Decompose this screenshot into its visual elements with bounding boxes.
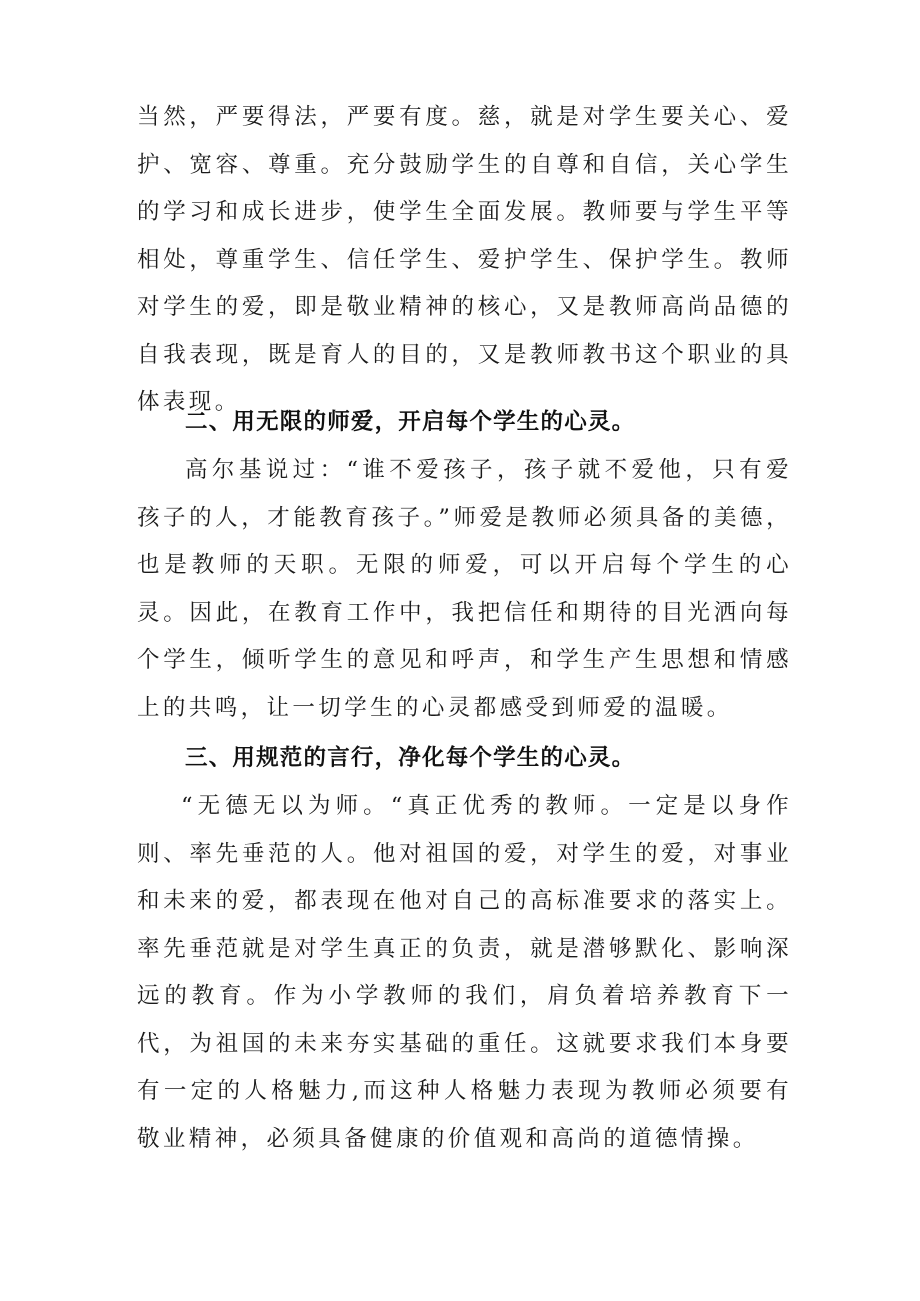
paragraph-role-model: “无德无以为师。“真正优秀的教师。一定是以身作则、率先垂范的人。他对祖国的爱，对学生的爱，对事业和未来的爱，都表现在他对自己的高标准要求的落实上。率先垂范就是对学生真正的负责，就是潜够默化、影响深远的教育。作为小学教师的我们，肩负着培养教育下一代，为祖国的未来夯实基础的重任。这就要求我们本身要有一定的人格魅力,而这种人格魅力表现为教师必须要有敬业精神，必须具备健康的价值观和高尚的道德情操。 (137, 793, 792, 1152)
paragraph-continuation: 当然，严要得法，严要有度。慈，就是对学生要关心、爱护、宽容、尊重。充分鼓励学生的自尊和自信，关心学生的学习和成长进步，使学生全面发展。教师要与学生平等相处，尊重学生、信任学生、爱护学生、保护学生。教师对学生的爱，即是敬业精神的核心，又是教师高尚品德的自我表现，既是育人的目的，又是教师教书这个职业的具体表现。 (137, 104, 792, 415)
section-heading-three: 三、用规范的言行，净化每个学生的心灵。 (185, 745, 636, 771)
section-heading-two: 二、用无限的师爱，开启每个学生的心灵。 (185, 409, 636, 435)
paragraph-teacher-love: 高尔基说过：“谁不爱孩子，孩子就不爱他，只有爱孩子的人，才能教育孩子。”师爱是教师必须具备的美德，也是教师的天职。无限的师爱，可以开启每个学生的心灵。因此，在教育工作中，我把信任和期待的目光洒向每个学生，倾听学生的意见和呼声，和学生产生思想和情感上的共鸣，让一切学生的心灵都感受到师爱的温暖。 (137, 457, 792, 721)
